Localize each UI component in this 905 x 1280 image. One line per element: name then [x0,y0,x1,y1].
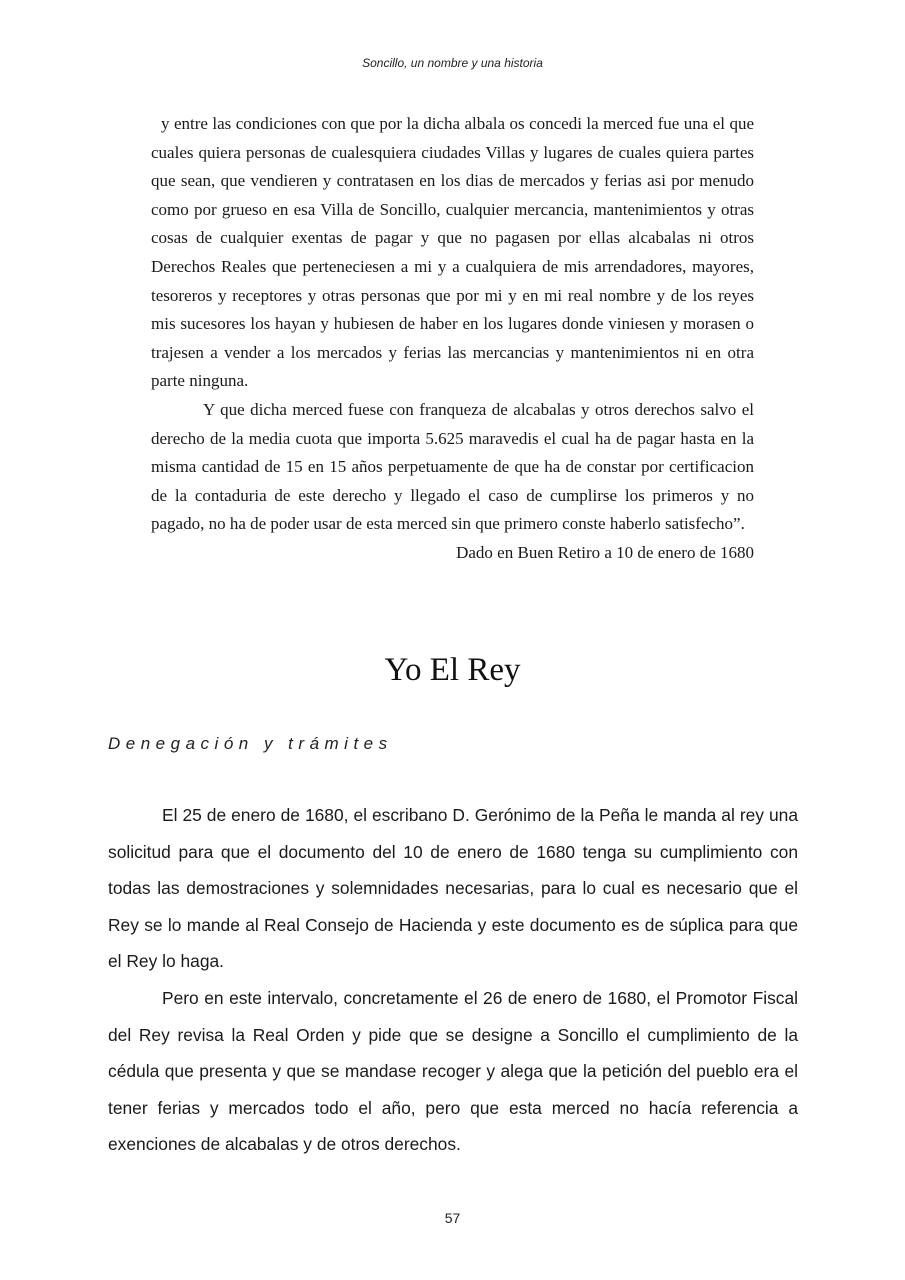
quote-paragraph: Y que dicha merced fuese con franqueza de alcabalas y otros derechos salvo el derecho de la media cuota que importa 5.625 maravedis el cual ha de pagar hasta en la misma cantidad de 15 en 15 años perpetuamente de que ha de constar por certificacion de la contaduria de este derecho y llegado el caso de cumplirse los primeros y no pagado, no ha de poder usar de esta merced sin que primero conste haberlo satisfecho”. [151,399,754,534]
running-header: Soncillo, un nombre y una historia [362,56,543,70]
body-paragraph: Pero en este intervalo, concretamente el 26 de enero de 1680, el Promotor Fiscal del Rey revisa la Real Orden y pide que se designe a Soncillo el cumplimiento de la cédula que presenta y que se mandase recoger y alega que la petición del pueblo era el tener ferias y mercados todo el año, pero que esta merced no hacía referencia a exenciones de alcabalas y de otros derechos. [108,987,798,1155]
quoted-decree [151,110,754,568]
body-paragraph: El 25 de enero de 1680, el escribano D. Gerónimo de la Peña le manda al rey una solicitud para que el documento del 10 de enero de 1680 tenga su cumplimiento con todas las demostraciones y solemnidades necesarias, para lo cual es necesario que el Rey se lo mande al Real Consejo de Hacienda y este documento es de súplica para que el Rey lo haga. [108,805,798,972]
decree-date-line: Dado en Buen Retiro a 10 de enero de 1680 [456,542,754,562]
section-heading: Denegación y trámites [108,734,393,753]
section-body [108,797,798,1163]
page-number: 57 [444,1210,461,1226]
quote-paragraph: y entre las condiciones con que por la dicha albala os concedi la merced fue una el que cuales quiera personas de cualesquiera ciudades Villas y lugares de cuales quiera partes que sean, que vendieren y contratasen en los dias de mercados y ferias asi por menudo como por grueso en esa Villa de Soncillo, cualquier mercancia, mantenimientos y otras cosas de cualquier exentas de pagar y que no pagasen por ellas alcabalas ni otros Derechos Reales que perteneciesen a mi y a cualquiera de mis arrendadores, mayores, tesoreros y receptores y otras personas que por mi y en mi real nombre y de los reyes mis sucesores los hayan y hubiesen de haber en los lugares donde viniesen y morasen o trajesen a vender a los mercados y ferias las mercancias y mantenimientos ni en otra parte ninguna. [151,114,754,391]
royal-signature: Yo El Rey [384,652,521,688]
